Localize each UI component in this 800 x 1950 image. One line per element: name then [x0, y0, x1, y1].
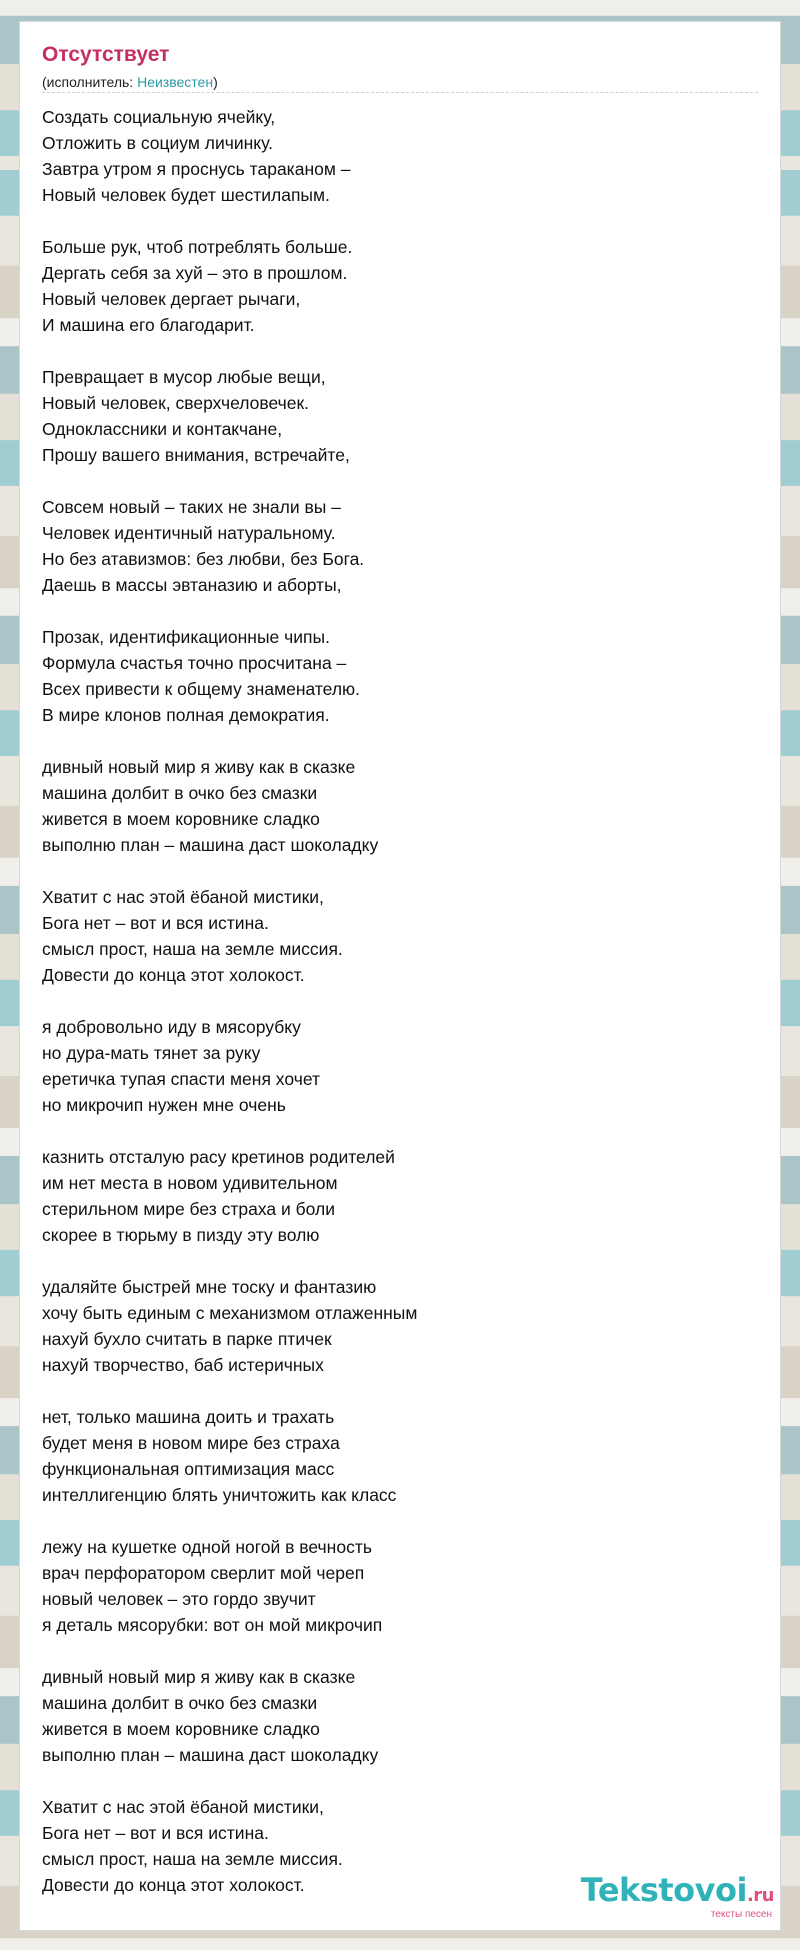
- lyric-line: смысл прост, наша на земле миссия.: [42, 939, 343, 959]
- lyric-line: скорее в тюрьму в пизду эту волю: [42, 1225, 320, 1245]
- lyrics-stanza: [42, 1664, 758, 1768]
- logo-tld: .ru: [746, 1885, 774, 1906]
- lyric-line: Формула счастья точно просчитана –: [42, 653, 347, 673]
- lyric-line: Хватит с нас этой ёбаной мистики,: [42, 1797, 324, 1817]
- lyrics-body: [42, 104, 758, 1924]
- lyric-line: лежу на кушетке одной ногой в вечность: [42, 1537, 372, 1557]
- lyric-line: новый человек – это гордо звучит: [42, 1589, 316, 1609]
- lyric-line: Новый человек будет шестилапым.: [42, 185, 330, 205]
- lyrics-stanza: [42, 1404, 758, 1508]
- lyric-line: живется в моем коровнике сладко: [42, 1719, 320, 1739]
- lyric-line: выполню план – машина даст шоколадку: [42, 835, 379, 855]
- lyric-line: я деталь мясорубки: вот он мой микрочип: [42, 1615, 383, 1635]
- lyric-line: В мире клонов полная демократия.: [42, 705, 330, 725]
- lyric-line: Хватит с нас этой ёбаной мистики,: [42, 887, 324, 907]
- lyric-line: стерильном мире без страха и боли: [42, 1199, 335, 1219]
- artist-suffix: ): [213, 74, 218, 90]
- logo-tagline: тексты песен: [710, 1909, 772, 1920]
- lyric-line: еретичка тупая спасти меня хочет: [42, 1069, 320, 1089]
- artist-prefix: (исполнитель:: [42, 74, 138, 90]
- lyric-line: И машина его благодарит.: [42, 315, 255, 335]
- lyric-line: Но без атавизмов: без любви, без Бога.: [42, 549, 365, 569]
- lyric-line: но дура-мать тянет за руку: [42, 1043, 261, 1063]
- lyrics-stanza: [42, 754, 758, 858]
- lyrics-stanza: [42, 234, 758, 338]
- lyric-line: Отложить в социум личинку.: [42, 133, 274, 153]
- lyric-line: Превращает в мусор любые вещи,: [42, 367, 326, 387]
- lyric-line: Довести до конца этот холокост.: [42, 965, 305, 985]
- lyric-line: я добровольно иду в мясорубку: [42, 1017, 301, 1037]
- lyric-line: живется в моем коровнике сладко: [42, 809, 320, 829]
- lyric-line: Больше рук, чтоб потреблять больше.: [42, 237, 353, 257]
- lyric-line: функциональная оптимизация масс: [42, 1459, 335, 1479]
- logo-name: Tekstovoi: [580, 1871, 747, 1909]
- lyric-line: Бога нет – вот и вся истина.: [42, 913, 269, 933]
- song-title: Отсутствует: [42, 43, 170, 66]
- lyric-line: Завтра утром я проснусь тараканом –: [42, 159, 351, 179]
- lyric-line: Новый человек дергает рычаги,: [42, 289, 301, 309]
- lyric-line: дивный новый мир я живу как в сказке: [42, 1667, 356, 1687]
- lyrics-stanza: [42, 1144, 758, 1248]
- lyric-line: им нет места в новом удивительном: [42, 1173, 338, 1193]
- lyric-line: Даешь в массы эвтаназию и аборты,: [42, 575, 342, 595]
- lyric-line: Прозак, идентификационные чипы.: [42, 627, 330, 647]
- lyrics-stanza: [42, 364, 758, 468]
- lyrics-card: [20, 22, 780, 1930]
- site-logo[interactable]: [581, 1873, 774, 1920]
- lyrics-stanza: [42, 884, 758, 988]
- lyric-line: нахуй бухло считать в парке птичек: [42, 1329, 332, 1349]
- lyrics-stanza: [42, 624, 758, 728]
- lyric-line: Бога нет – вот и вся истина.: [42, 1823, 269, 1843]
- lyric-line: казнить отсталую расу кретинов родителей: [42, 1147, 395, 1167]
- lyric-line: дивный новый мир я живу как в сказке: [42, 757, 356, 777]
- lyric-line: интеллигенцию блять уничтожить как класс: [42, 1485, 397, 1505]
- lyric-line: но микрочип нужен мне очень: [42, 1095, 286, 1115]
- lyric-line: выполню план – машина даст шоколадку: [42, 1745, 379, 1765]
- lyric-line: удаляйте быстрей мне тоску и фантазию: [42, 1277, 377, 1297]
- lyrics-stanza: [42, 1534, 758, 1638]
- lyric-line: Одноклассники и контакчане,: [42, 419, 283, 439]
- lyric-line: Совсем новый – таких не знали вы –: [42, 497, 341, 517]
- lyric-line: Новый человек, сверхчеловечек.: [42, 393, 310, 413]
- lyrics-stanza: [42, 1014, 758, 1118]
- artist-link[interactable]: Неизвестен: [137, 74, 214, 90]
- lyric-line: машина долбит в очко без смазки: [42, 783, 318, 803]
- lyric-line: Всех привести к общему знаменателю.: [42, 679, 361, 699]
- lyric-line: Прошу вашего внимания, встречайте,: [42, 445, 350, 465]
- lyric-line: Человек идентичный натуральному.: [42, 523, 336, 543]
- lyric-line: Дергать себя за хуй – это в прошлом.: [42, 263, 348, 283]
- artist-line: [42, 73, 218, 91]
- lyrics-stanza: [42, 104, 758, 208]
- lyric-line: смысл прост, наша на земле миссия.: [42, 1849, 343, 1869]
- lyric-line: Довести до конца этот холокост.: [42, 1875, 305, 1895]
- lyric-line: нахуй творчество, баб истеричных: [42, 1355, 324, 1375]
- lyrics-stanza: [42, 494, 758, 598]
- title-divider: [42, 92, 758, 93]
- lyric-line: Создать социальную ячейку,: [42, 107, 276, 127]
- lyric-line: врач перфоратором сверлит мой череп: [42, 1563, 365, 1583]
- lyric-line: хочу быть единым с механизмом отлаженным: [42, 1303, 418, 1323]
- lyric-line: будет меня в новом мире без страха: [42, 1433, 340, 1453]
- lyric-line: нет, только машина доить и трахать: [42, 1407, 335, 1427]
- lyrics-stanza: [42, 1274, 758, 1378]
- logo-wordmark: [581, 1873, 774, 1913]
- lyric-line: машина долбит в очко без смазки: [42, 1693, 318, 1713]
